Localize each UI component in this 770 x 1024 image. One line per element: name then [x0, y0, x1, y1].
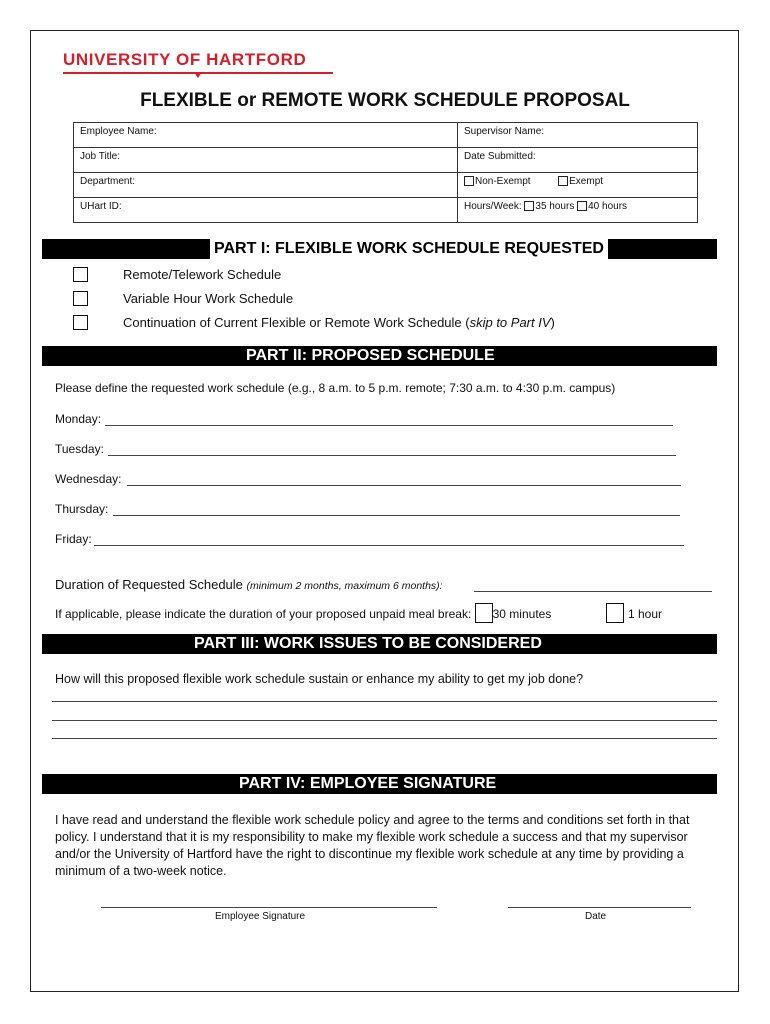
hours-week-cell	[458, 198, 698, 223]
wednesday-label: Wednesday:	[55, 472, 122, 486]
form-title: FLEXIBLE or REMOTE WORK SCHEDULE PROPOSAL	[140, 90, 630, 111]
wednesday-line[interactable]	[127, 485, 681, 486]
exempt-checkbox[interactable]	[558, 176, 568, 186]
date-submitted-field[interactable]	[458, 148, 698, 173]
part4-header-bar	[42, 774, 717, 794]
continuation-text: Continuation of Current Flexible or Remote Work Schedule (	[123, 315, 470, 330]
answer-line-1[interactable]	[52, 701, 717, 702]
schedule-instructions: Please define the requested work schedule (e.g., 8 a.m. to 5 p.m. remote; 7:30 a.m. to 4:30 p.m. campus)	[55, 381, 616, 395]
employee-signature-line[interactable]	[101, 907, 437, 908]
employee-name-label: Employee Name:	[80, 126, 157, 137]
tuesday-line[interactable]	[108, 455, 676, 456]
meal-30-label: 30 minutes	[492, 607, 552, 621]
skip-note: skip to Part IV	[469, 315, 551, 330]
part3-question: How will this proposed flexible work schedule sustain or enhance my ability to get my job done?	[55, 672, 584, 686]
answer-line-2[interactable]	[52, 720, 717, 721]
university-logo: UNIVERSITY OF HARTFORD	[63, 50, 307, 69]
duration-label: Duration of Requested Schedule	[55, 577, 243, 592]
continuation-checkbox[interactable]	[73, 315, 88, 330]
hours-35-label: 35 hours	[535, 201, 575, 212]
hours-40-label: 40 hours	[588, 201, 628, 212]
part1-heading: PART I: FLEXIBLE WORK SCHEDULE REQUESTED	[210, 239, 608, 259]
department-field[interactable]	[74, 173, 458, 198]
department-label: Department:	[80, 176, 136, 187]
part2-header-bar	[42, 346, 717, 366]
meal-60-label: 1 hour	[628, 607, 663, 621]
non-exempt-label: Non-Exempt	[475, 176, 531, 187]
variable-hour-label: Variable Hour Work Schedule	[123, 291, 294, 306]
meal-60-option	[606, 603, 662, 623]
supervisor-name-label: Supervisor Name:	[464, 126, 545, 137]
thursday-label: Thursday:	[55, 502, 109, 516]
monday-line[interactable]	[105, 425, 673, 426]
exempt-label: Exempt	[569, 176, 604, 187]
variable-hour-checkbox[interactable]	[73, 291, 88, 306]
part2-heading: PART II: PROPOSED SCHEDULE	[246, 347, 495, 364]
thursday-line[interactable]	[113, 515, 680, 516]
uhart-id-field[interactable]	[74, 198, 458, 223]
meal-60-checkbox[interactable]	[606, 603, 624, 623]
part4-heading: PART IV: EMPLOYEE SIGNATURE	[239, 775, 497, 792]
duration-note: (minimum 2 months, maximum 6 months):	[246, 580, 443, 592]
date-label: Date	[585, 911, 607, 922]
part1-header-bar	[42, 239, 717, 259]
meal-break-row	[55, 603, 551, 623]
friday-line[interactable]	[94, 545, 684, 546]
meal-break-label: If applicable, please indicate the duration of your proposed unpaid meal break:	[55, 607, 472, 621]
duration-row	[55, 577, 443, 592]
duration-line[interactable]	[474, 591, 712, 592]
monday-label: Monday:	[55, 412, 102, 426]
part3-heading: PART III: WORK ISSUES TO BE CONSIDERED	[194, 635, 542, 652]
non-exempt-checkbox[interactable]	[464, 176, 474, 186]
friday-label: Friday:	[55, 532, 92, 546]
hours-35-checkbox[interactable]	[524, 201, 534, 211]
date-line[interactable]	[508, 907, 691, 908]
continuation-close: )	[550, 315, 555, 330]
hours-40-checkbox[interactable]	[577, 201, 587, 211]
job-title-field[interactable]	[74, 148, 458, 173]
hours-week-label: Hours/Week:	[464, 201, 522, 212]
supervisor-name-field[interactable]	[458, 123, 698, 148]
part3-header-bar	[42, 634, 717, 654]
exempt-status-cell	[458, 173, 698, 198]
job-title-label: Job Title:	[80, 151, 121, 162]
answer-line-3[interactable]	[52, 738, 717, 739]
meal-30-checkbox[interactable]	[475, 603, 493, 623]
uhart-id-label: UHart ID:	[80, 201, 122, 212]
employee-name-field[interactable]	[74, 123, 458, 148]
continuation-label	[123, 315, 555, 330]
employee-info-table	[73, 122, 698, 223]
remote-checkbox[interactable]	[73, 267, 88, 282]
date-submitted-label: Date Submitted:	[464, 151, 536, 162]
employee-signature-label: Employee Signature	[215, 911, 306, 922]
remote-label: Remote/Telework Schedule	[123, 267, 282, 282]
signature-statement: I have read and understand the flexible work schedule policy and agree to the terms and conditions set forth in that policy. I understand that it is my responsibility to make my flexible work schedule a success and that my supervisor and/or the University of Hartford have the right to discontinue my flexible work schedule at any time by providing a minimum of a two-week notice.	[55, 813, 690, 878]
tuesday-label: Tuesday:	[55, 442, 104, 456]
